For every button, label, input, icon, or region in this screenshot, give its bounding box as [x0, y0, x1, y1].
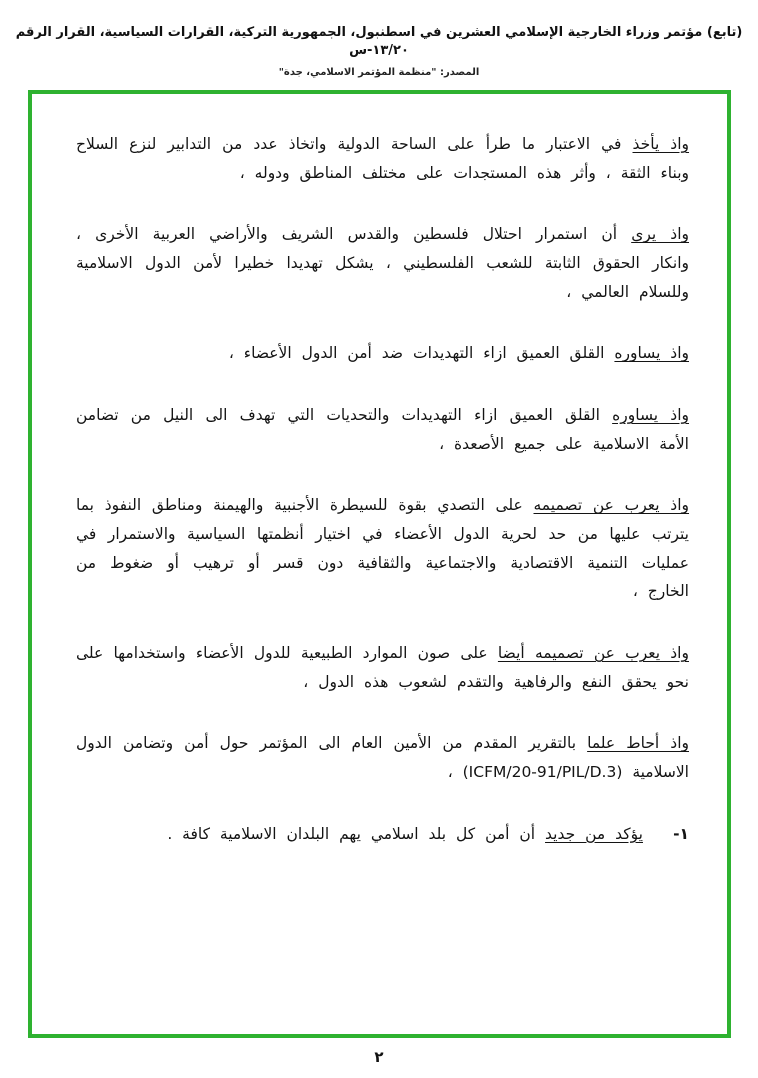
- document-frame: [28, 90, 731, 1038]
- preambular-paragraph: [76, 729, 689, 786]
- paragraph-lead: واذ يرى: [631, 225, 689, 244]
- paragraph-text: القلق العميق ازاء التهديدات والتحديات التي تهدف الى النيل من تضامن الأمة الاسلامية على جميع الأصعدة ،: [76, 406, 689, 453]
- paragraph-lead: واذ أحاط علما: [587, 734, 689, 753]
- preambular-paragraph: [76, 339, 689, 368]
- paragraph-text: في الاعتبار ما طرأ على الساحة الدولية واتخاذ عدد من التدابير لنزع السلاح وبناء الثقة ، وأثر هذه المستجدات على مختلف المناطق ودوله ،: [76, 135, 689, 182]
- preambular-paragraph: [76, 130, 689, 187]
- item-number: ١-: [673, 824, 689, 843]
- preambular-paragraph: [76, 220, 689, 306]
- paragraph-lead: واذ يساوره: [614, 344, 689, 363]
- preambular-paragraph: [76, 639, 689, 696]
- preambular-paragraph: [76, 491, 689, 606]
- item-lead: يؤكد من جديد: [545, 824, 643, 843]
- page-number: ٢: [374, 1048, 384, 1066]
- paragraph-lead: واذ يعرب عن تصميمه: [533, 496, 690, 515]
- paragraph-lead: واذ يأخذ: [632, 135, 690, 153]
- document-source-line: المصدر: "منظمة المؤتمر الاسلامي، جدة": [278, 67, 480, 79]
- paragraph-text: أن استمرار احتلال فلسطين والقدس الشريف والأراضي العربية الأخرى ، وانكار الحقوق الثابتة للشعب الفلسطيني ، يشكل تهديدا خطيرا لأمن الدول الاسلامية وللسلام العالمي ،: [76, 225, 689, 301]
- paragraph-lead: واذ يعرب عن تصميمه أيضا: [497, 644, 689, 663]
- preambular-paragraph: [76, 401, 689, 458]
- item-text: أن أمن كل بلد اسلامي يهم البلدان الاسلامية كافة .: [167, 824, 536, 843]
- paragraph-lead: واذ يساوره: [612, 406, 689, 425]
- paragraph-text: القلق العميق ازاء التهديدات ضد أمن الدول الأعضاء ،: [228, 344, 605, 363]
- paragraph-text: على التصدي بقوة للسيطرة الأجنبية والهيمنة ومناطق النفوذ بما يترتب عليها من حد لحرية الدول الأعضاء في اختيار أنظمتها السياسية والاستمرار في عمليات التنمية الاقتصادية والاجتماعية والثقافية دون قسر أو ترهيب أو ضغوط من الخارج ،: [76, 496, 689, 601]
- document-header-title: (تابع) مؤتمر وزراء الخارجية الإسلامي العشرين في اسطنبول، الجمهورية التركية، القرارات السياسية، القرار الرقم ١٣/٢٠-س: [15, 25, 743, 59]
- paragraph-text: على صون الموارد الطبيعية للدول الأعضاء واستخدامها على نحو يحقق النفع والرفاهية والتقدم لشعوب هذه الدول ،: [76, 644, 689, 691]
- paragraph-text: بالتقرير المقدم من الأمين العام الى المؤتمر حول أمن وتضامن الدول الاسلامية (ICFM/20-91/PIL/D.3) ،: [76, 734, 689, 782]
- numbered-operative-item: [76, 820, 689, 849]
